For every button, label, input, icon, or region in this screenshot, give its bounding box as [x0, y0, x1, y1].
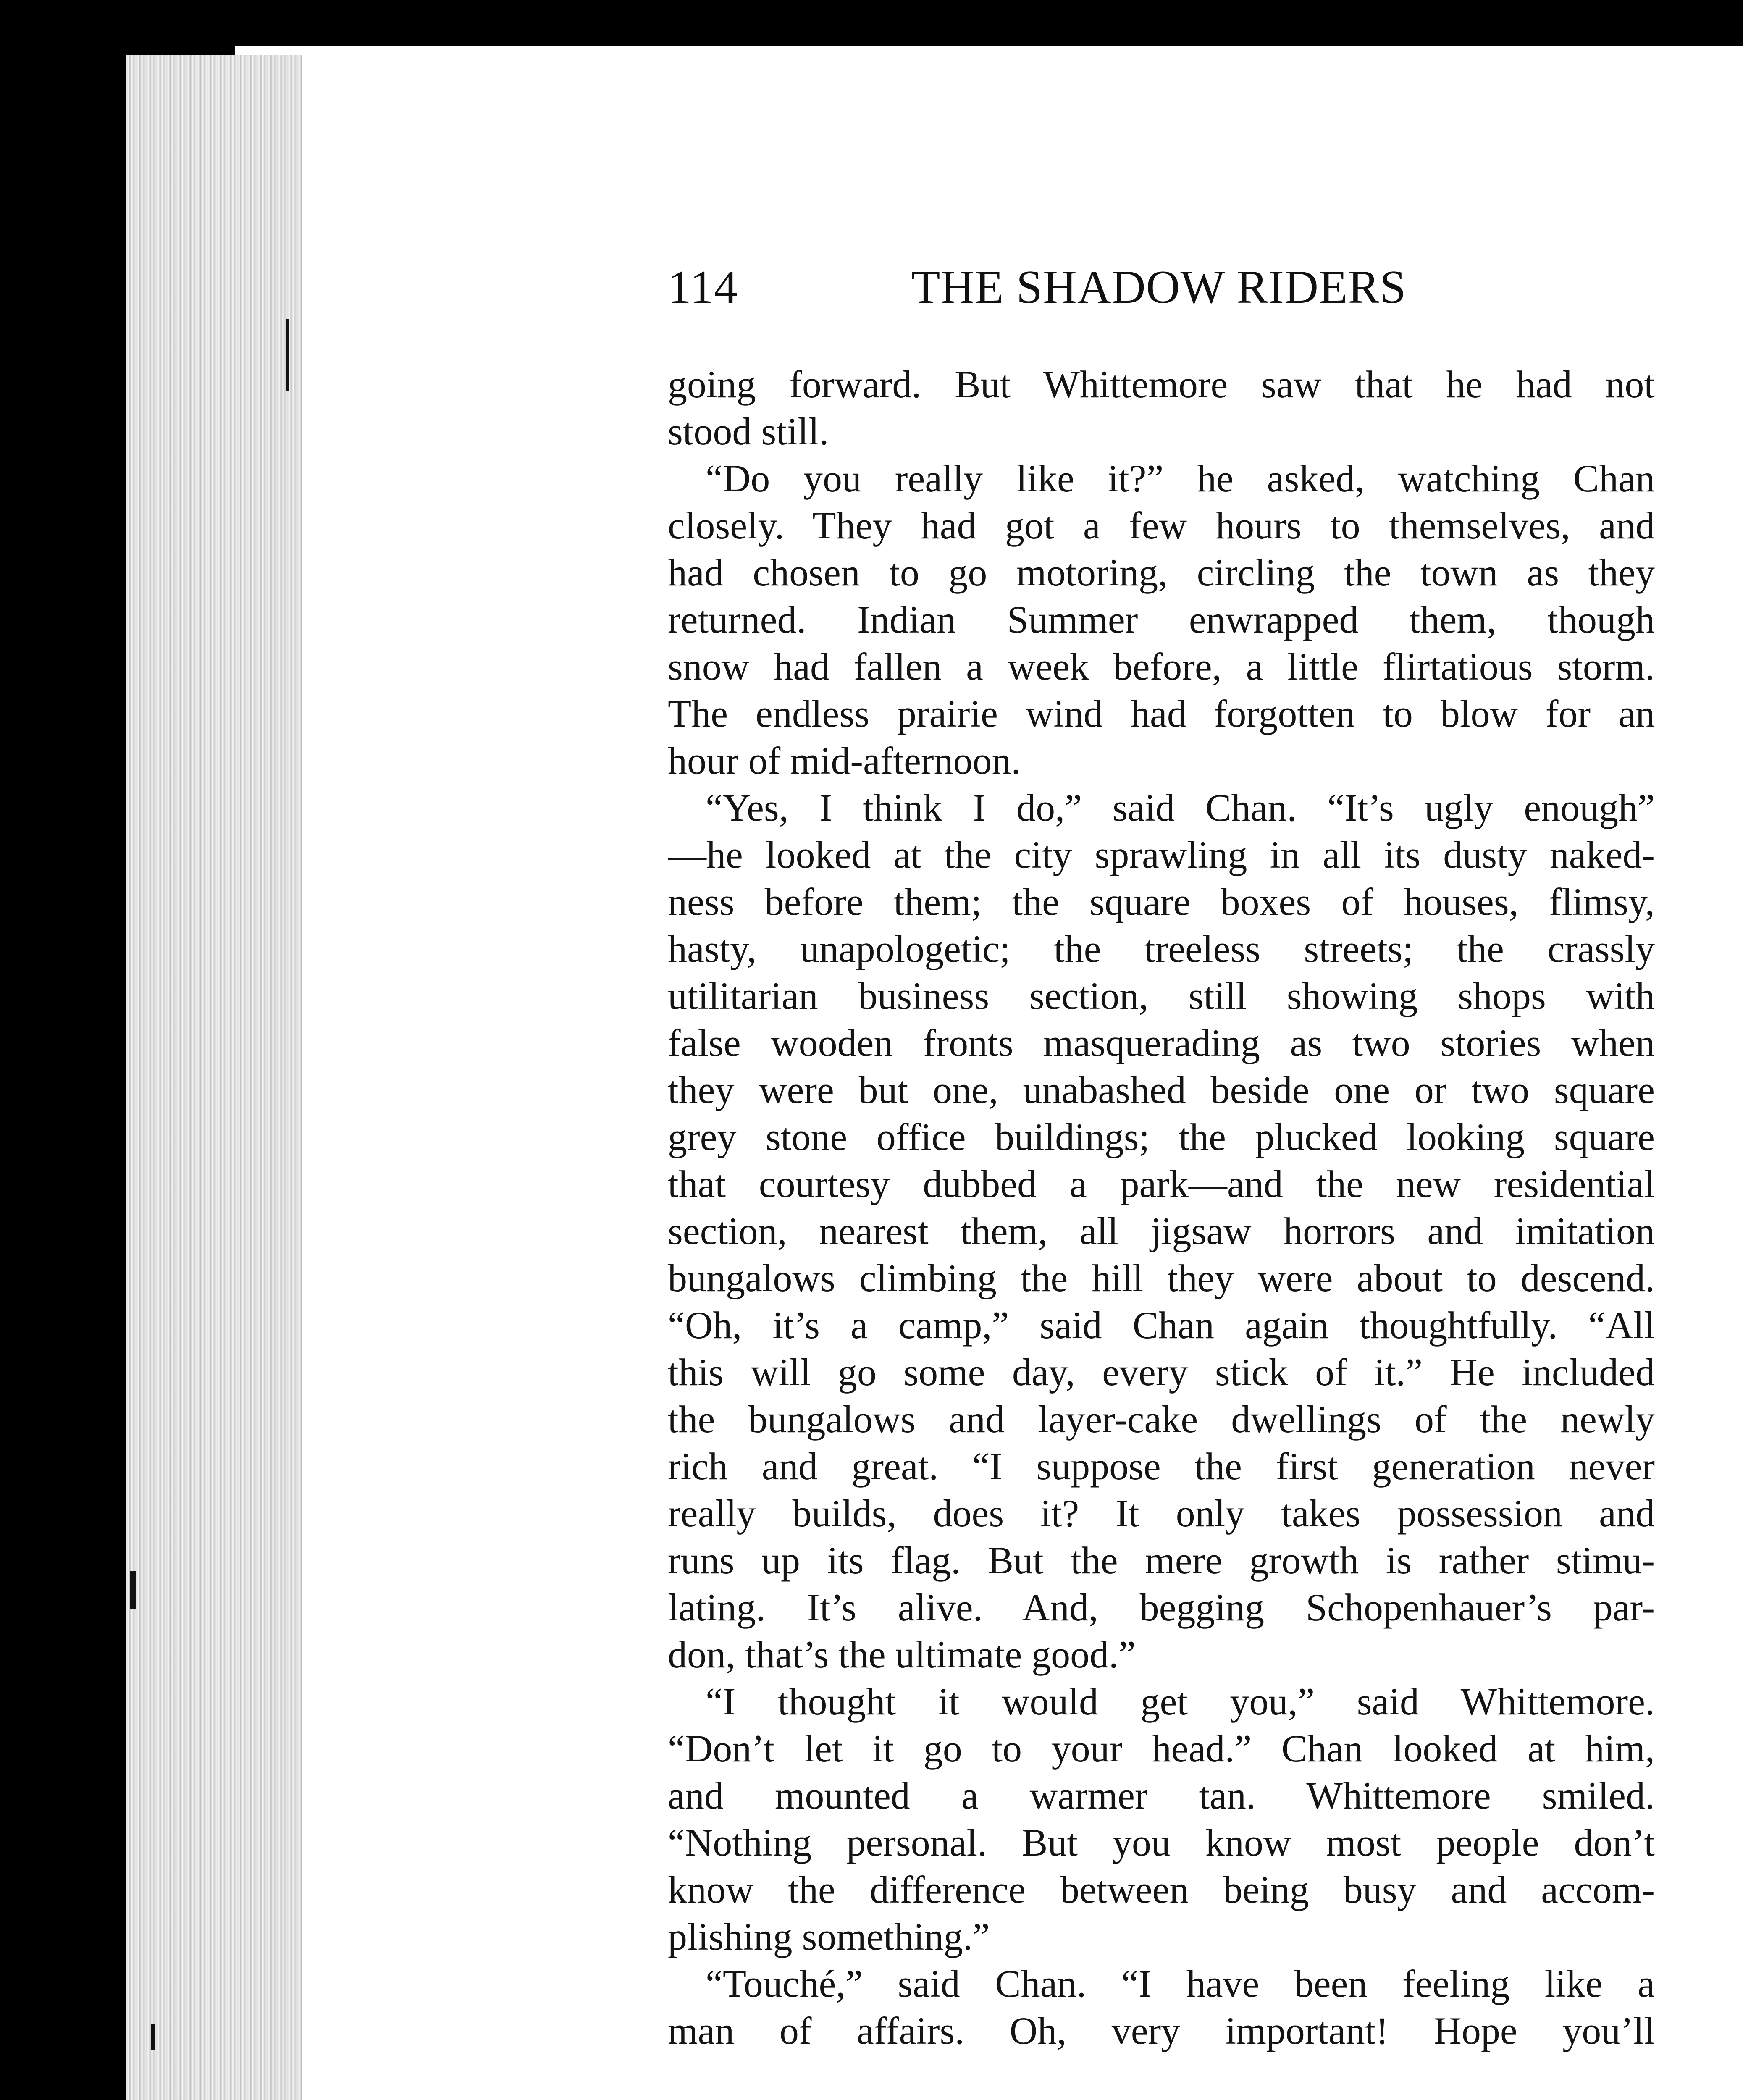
text-line: and mounted a warmer tan. Whittemore smiled.	[668, 1774, 1655, 1817]
running-title: THE SHADOW RIDERS	[911, 261, 1407, 313]
text-line: false wooden fronts masquerading as two stories when	[668, 1021, 1655, 1064]
text-line: “Oh, it’s a camp,” said Chan again thoughtfully. “All	[668, 1304, 1655, 1347]
text-line: hasty, unapologetic; the treeless streets; the crassly	[668, 927, 1655, 970]
text-line: don, that’s the ultimate good.”	[668, 1633, 1136, 1676]
text-line: “Nothing personal. But you know most people don’t	[668, 1821, 1655, 1864]
page-number: 114	[668, 261, 738, 313]
text-line: ness before them; the square boxes of houses, flimsy,	[668, 880, 1655, 923]
page-header	[668, 260, 1655, 332]
text-line: The endless prairie wind had forgotten to blow for an	[668, 692, 1655, 735]
text-line: hour of mid-afternoon.	[668, 739, 1021, 782]
text-line: going forward. But Whittemore saw that he had not	[668, 363, 1655, 406]
text-line: snow had fallen a week before, a little flirtatious storm.	[668, 645, 1655, 688]
text-line: returned. Indian Summer enwrapped them, though	[668, 598, 1655, 641]
text-line: this will go some day, every stick of it.” He included	[668, 1351, 1655, 1394]
scan-mark	[286, 319, 289, 391]
text-line: rich and great. “I suppose the first generation never	[668, 1445, 1655, 1488]
text-line: plishing something.”	[668, 1915, 990, 1958]
text-line: “I thought it would get you,” said Whittemore.	[706, 1680, 1655, 1723]
text-line: —he looked at the city sprawling in all its dusty naked-	[668, 833, 1655, 876]
page-edges	[126, 55, 302, 2100]
scan-mark	[151, 2024, 155, 2050]
book-spine-shadow	[0, 0, 126, 2100]
text-line: bungalows climbing the hill they were about to descend.	[668, 1257, 1655, 1299]
text-line: closely. They had got a few hours to themselves, and	[668, 504, 1655, 547]
text-line: that courtesy dubbed a park—and the new residential	[668, 1163, 1655, 1205]
text-line: stood still.	[668, 410, 829, 453]
text-line: lating. It’s alive. And, begging Schopenhauer’s par-	[668, 1586, 1655, 1629]
text-line: really builds, does it? It only takes possession and	[668, 1492, 1655, 1535]
text-line: “Don’t let it go to your head.” Chan looked at him,	[668, 1727, 1655, 1770]
text-line: they were but one, unabashed beside one or two square	[668, 1068, 1655, 1111]
scan-mark	[130, 1571, 136, 1609]
text-line: section, nearest them, all jigsaw horrors and imitation	[668, 1210, 1655, 1252]
text-line: “Do you really like it?” he asked, watching Chan	[706, 457, 1655, 500]
text-line: had chosen to go motoring, circling the town as they	[668, 551, 1655, 594]
body-text	[668, 361, 1655, 2092]
text-line: “Touché,” said Chan. “I have been feeling like a	[706, 1962, 1655, 2005]
text-line: know the difference between being busy and accom-	[668, 1868, 1655, 1911]
text-line: grey stone office buildings; the plucked looking square	[668, 1116, 1655, 1158]
text-line: man of affairs. Oh, very important! Hope you’ll	[668, 2009, 1655, 2052]
text-line: runs up its flag. But the mere growth is rather stimu-	[668, 1539, 1655, 1582]
text-line: utilitarian business section, still showing shops with	[668, 974, 1655, 1017]
text-line: the bungalows and layer-cake dwellings of the newly	[668, 1398, 1655, 1441]
text-line: “Yes, I think I do,” said Chan. “It’s ugly enough”	[706, 786, 1655, 829]
